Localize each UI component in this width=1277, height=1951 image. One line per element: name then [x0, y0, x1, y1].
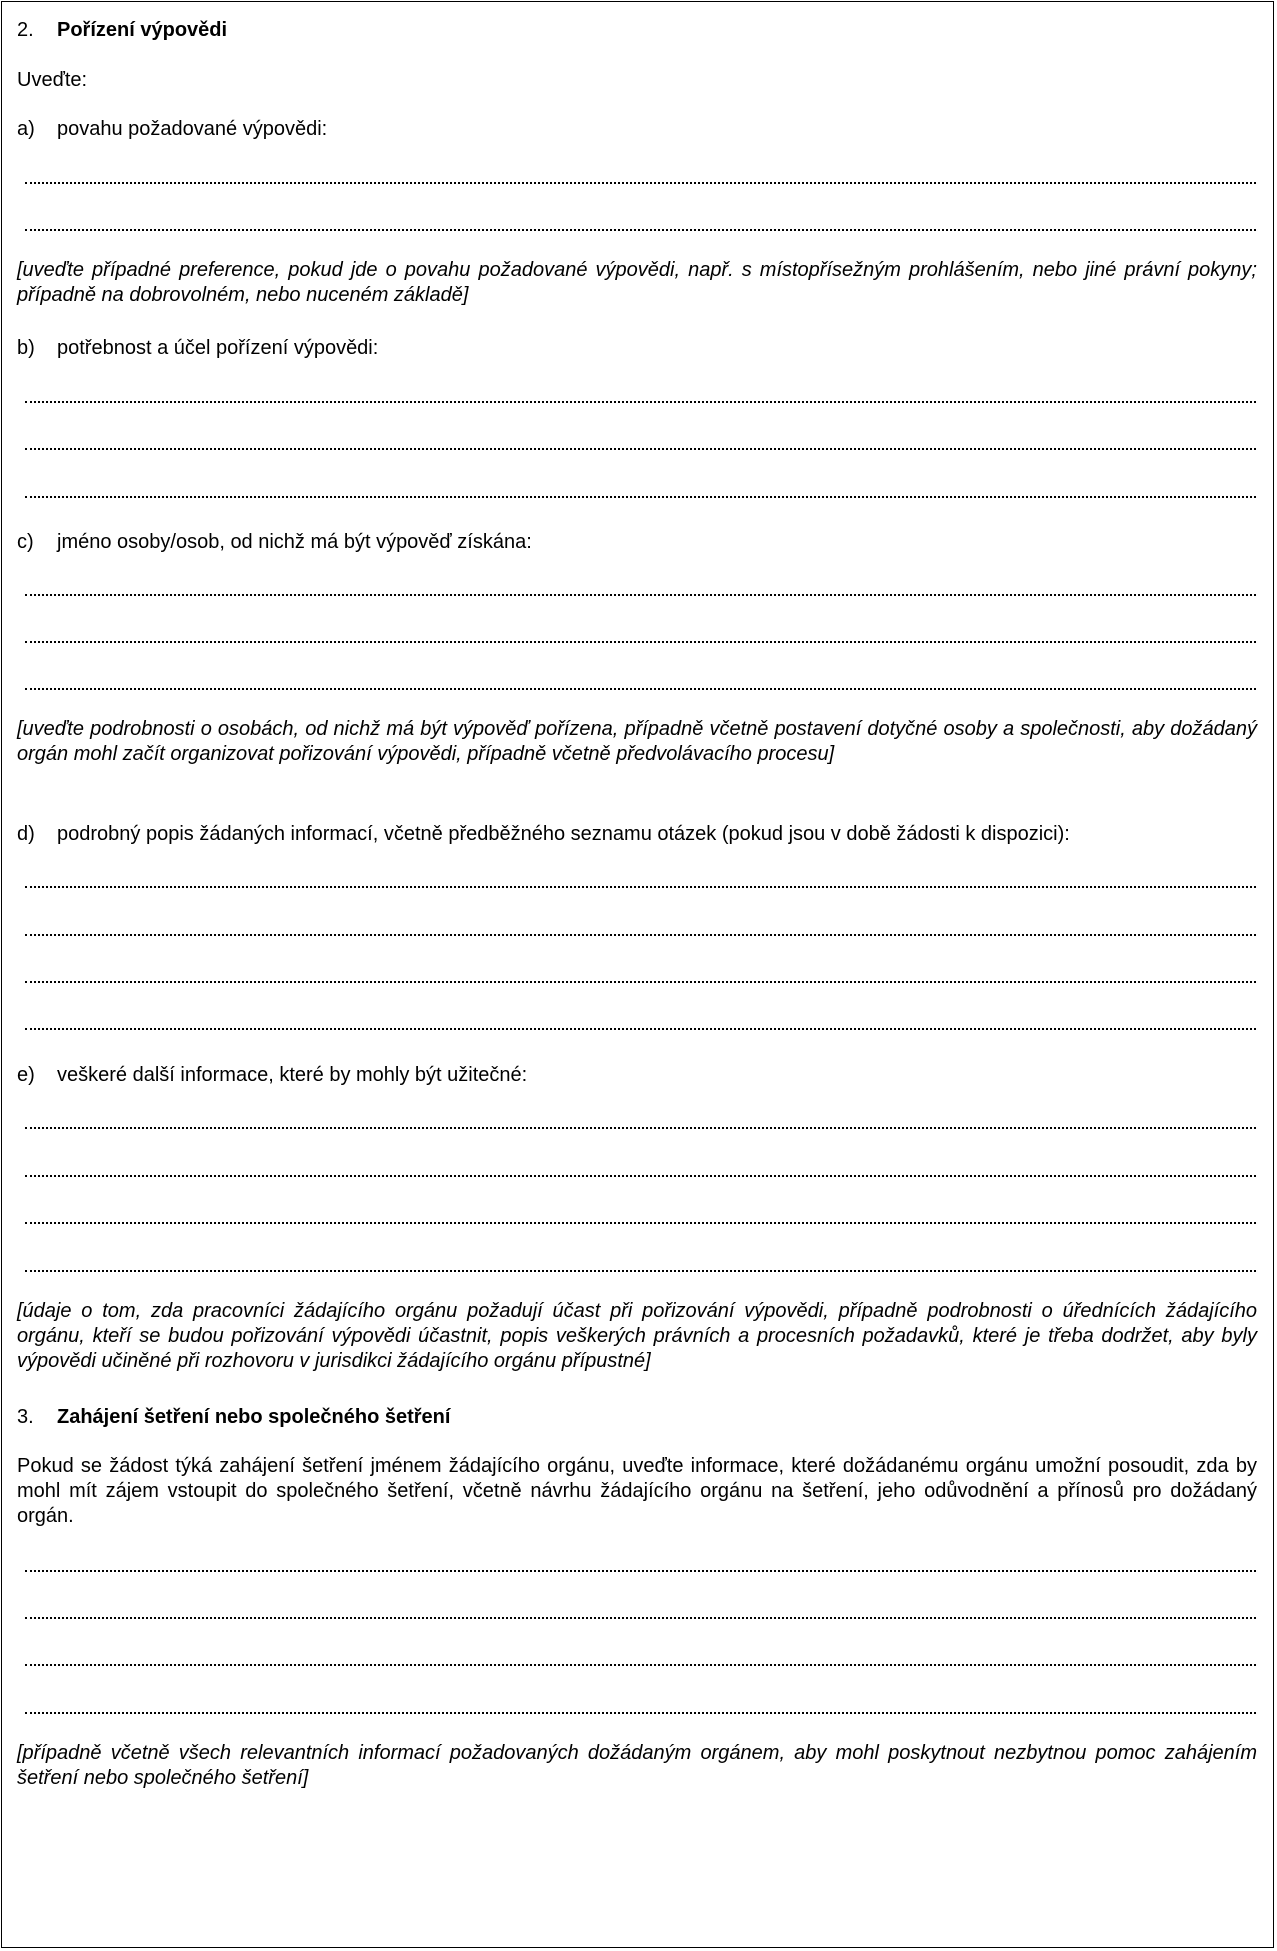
item-a-marker: a) — [17, 118, 35, 140]
item-c-label: jméno osoby/osob, od nichž má být výpověď získána: — [57, 531, 532, 553]
answer-line-e-2[interactable] — [25, 1175, 1256, 1177]
item-d-label: podrobný popis žádaných informací, včetně předběžného seznamu otázek (pokud jsou v době žádosti k dispozici): — [57, 823, 1070, 845]
answer-line-b-3[interactable] — [25, 496, 1256, 498]
section-3-number: 3. — [17, 1406, 34, 1428]
section-3-note: [případně včetně všech relevantních informací požadovaných dožádaným orgánem, aby mohl poskytnout nezbytnou pomoc zahájením šetření nebo společného šetření] — [17, 1742, 1257, 1789]
answer-line-3-4[interactable] — [25, 1712, 1256, 1714]
item-e-label: veškeré další informace, které by mohly být užitečné: — [57, 1064, 528, 1086]
answer-line-3-1[interactable] — [25, 1570, 1256, 1572]
answer-line-d-4[interactable] — [25, 1028, 1256, 1030]
item-e-marker: e) — [17, 1064, 35, 1086]
answer-line-3-3[interactable] — [25, 1664, 1256, 1666]
answer-line-3-2[interactable] — [25, 1617, 1256, 1619]
answer-line-a-1[interactable] — [25, 182, 1256, 184]
answer-line-c-3[interactable] — [25, 688, 1256, 690]
item-b-marker: b) — [17, 337, 35, 359]
form-page — [1, 1, 1274, 1948]
item-e-note: [údaje o tom, zda pracovníci žádajícího orgánu požadují účast při pořizování výpovědi, případně podrobnosti o úřednících žádajícího orgánu, kteří se budou pořizování výpovědi účastnit, popis veškerých právních a procesních požadavků, které je třeba dodržet, aby byly výpovědi učiněné při rozhovoru v jurisdikci žádajícího orgánu přípustné] — [17, 1300, 1257, 1372]
answer-line-b-1[interactable] — [25, 401, 1256, 403]
item-c-note: [uveďte podrobnosti o osobách, od nichž má být výpověď pořízena, případně včetně postavení dotyčné osoby a společnosti, aby dožádaný orgán mohl začít organizovat pořizování výpovědi, případně včetně předvolávacího procesu] — [17, 718, 1257, 765]
section-3-title: Zahájení šetření nebo společného šetření — [57, 1406, 451, 1428]
answer-line-c-2[interactable] — [25, 641, 1256, 643]
section-2-intro: Uveďte: — [17, 69, 88, 91]
section-2-title: Pořízení výpovědi — [57, 19, 228, 41]
answer-line-d-3[interactable] — [25, 981, 1256, 983]
answer-line-d-2[interactable] — [25, 934, 1256, 936]
answer-line-e-3[interactable] — [25, 1222, 1256, 1224]
item-a-label: povahu požadované výpovědi: — [57, 118, 328, 140]
answer-line-e-4[interactable] — [25, 1270, 1256, 1272]
answer-line-c-1[interactable] — [25, 594, 1256, 596]
section-2-number: 2. — [17, 19, 34, 41]
answer-line-e-1[interactable] — [25, 1127, 1256, 1129]
answer-line-d-1[interactable] — [25, 886, 1256, 888]
answer-line-b-2[interactable] — [25, 448, 1256, 450]
item-b-label: potřebnost a účel pořízení výpovědi: — [57, 337, 379, 359]
item-d-marker: d) — [17, 823, 35, 845]
answer-line-a-2[interactable] — [25, 229, 1256, 231]
section-3-body: Pokud se žádost týká zahájení šetření jménem žádajícího orgánu, uveďte informace, které dožádanému orgánu umožní posoudit, zda by mohl mít zájem vstoupit do společného šetření, včetně návrhu žádajícího orgánu na šetření, jeho odůvodnění a přínosů pro dožádaný orgán. — [17, 1455, 1257, 1527]
item-c-marker: c) — [17, 531, 34, 553]
item-a-note: [uveďte případné preference, pokud jde o povahu požadované výpovědi, např. s místopřísežným prohlášením, nebo jiné právní pokyny; případně na dobrovolném, nebo nuceném základě] — [17, 259, 1257, 306]
